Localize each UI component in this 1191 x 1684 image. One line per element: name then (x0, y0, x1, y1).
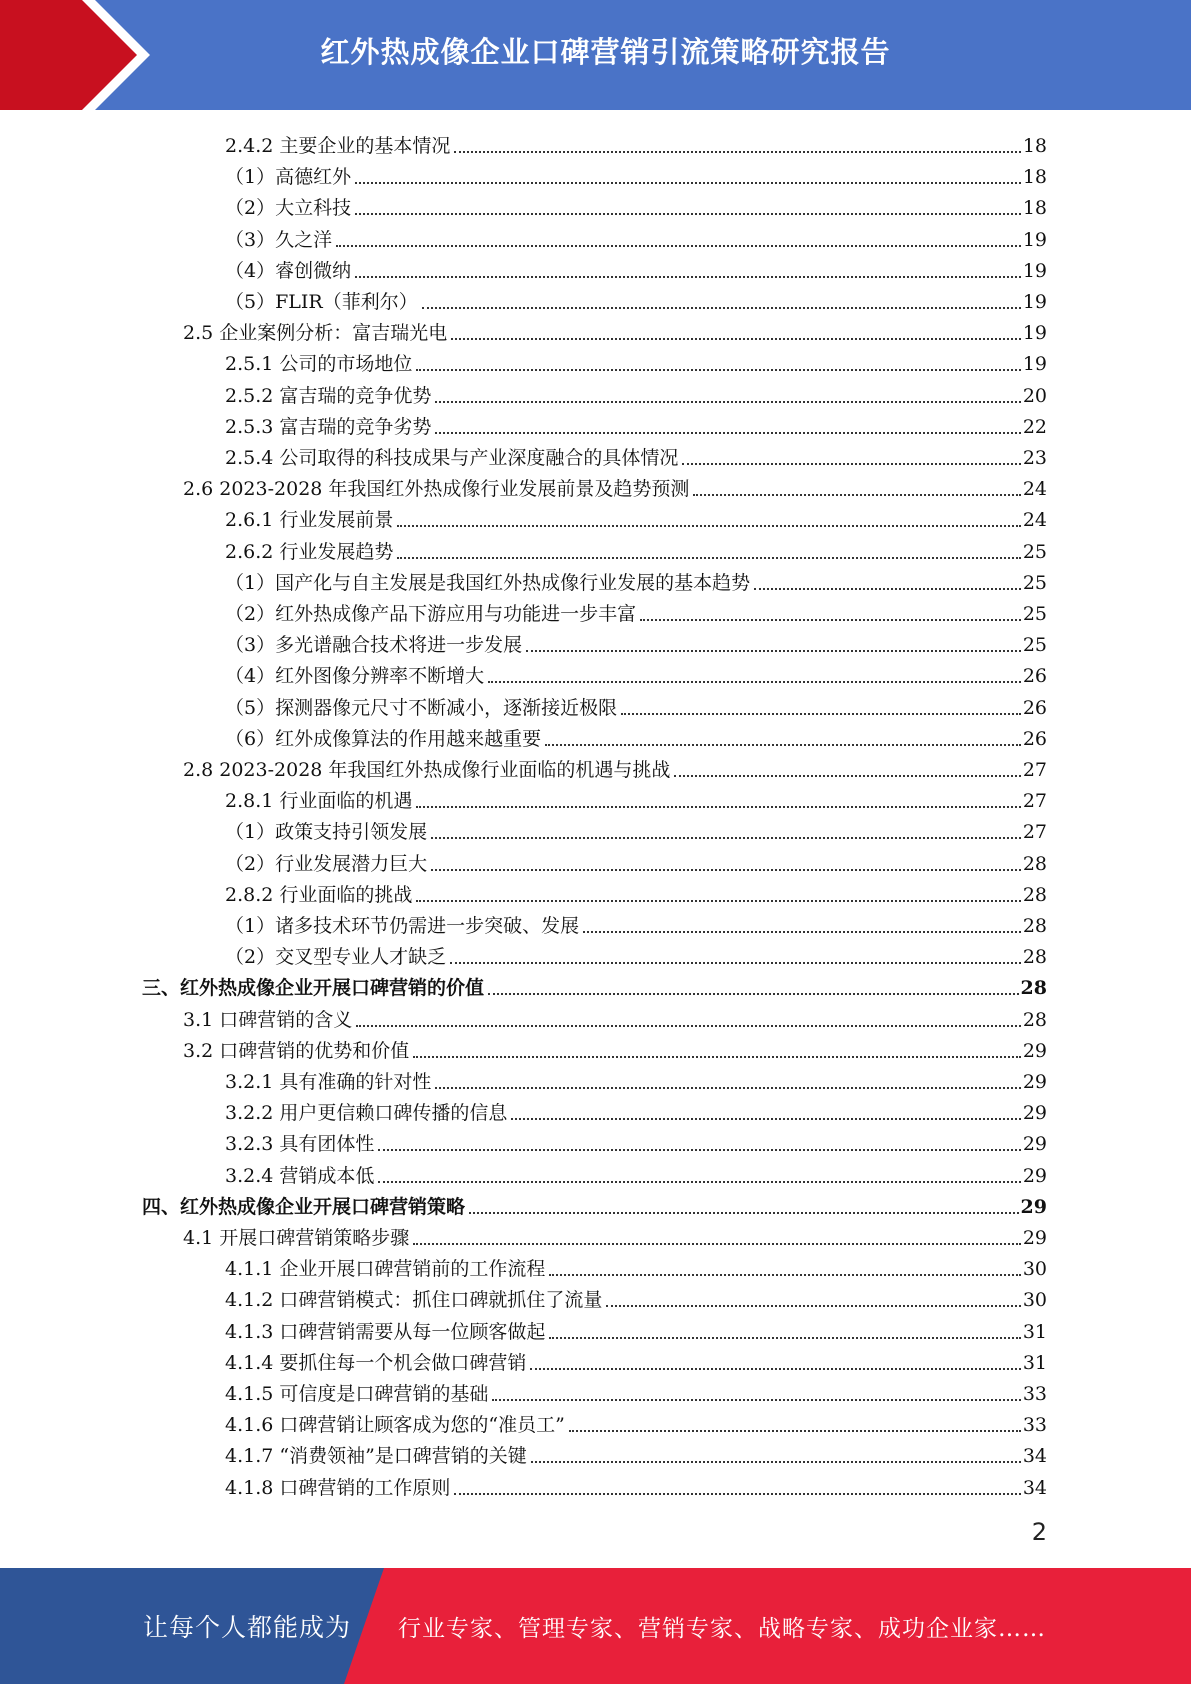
toc-entry[interactable] (225, 1157, 1047, 1188)
toc-entry[interactable] (225, 876, 1047, 907)
toc-entry[interactable] (225, 283, 1047, 314)
toc-entry[interactable] (225, 720, 1047, 751)
toc-entry-page: 28 (1020, 977, 1047, 1000)
toc-leader-dots (754, 588, 1021, 590)
toc-entry[interactable] (225, 439, 1047, 470)
toc-entry-label: （4）睿创微纳 (225, 259, 352, 282)
toc-leader-dots (454, 1493, 1020, 1495)
toc-entry[interactable] (225, 1313, 1047, 1344)
toc-entry-label: 2.6.1 行业发展前景 (225, 509, 394, 532)
toc-entry-page: 19 (1022, 228, 1047, 251)
toc-leader-dots (356, 1025, 1021, 1027)
toc-entry-page: 23 (1022, 447, 1047, 469)
report-title: 红外热成像企业口碑营销引流策略研究报告 (320, 34, 891, 69)
toc-entry[interactable] (183, 751, 1047, 782)
toc-entry[interactable] (225, 1063, 1047, 1094)
toc-entry-page: 19 (1022, 291, 1047, 313)
toc-leader-dots (693, 494, 1020, 496)
toc-entry-label: 3.2.3 具有团体性 (225, 1133, 375, 1156)
toc-entry-page: 18 (1022, 135, 1047, 157)
toc-leader-dots (682, 463, 1020, 465)
toc-entry-page: 29 (1022, 1227, 1047, 1249)
toc-leader-dots (378, 1181, 1020, 1183)
toc-entry-page: 26 (1022, 727, 1047, 750)
toc-entry-label: （2）行业发展潜力巨大 (225, 852, 428, 875)
toc-entry-label: 2.8.2 行业面临的挑战 (225, 883, 413, 906)
toc-entry-page: 19 (1022, 322, 1047, 345)
toc-leader-dots (435, 401, 1020, 403)
toc-entry-page: 33 (1022, 1383, 1047, 1405)
toc-leader-dots (549, 1337, 1020, 1339)
toc-entry-label: （2）大立科技 (225, 197, 352, 220)
toc-entry-label: （5）探测器像元尺寸不断减小，逐渐接近极限 (225, 696, 618, 719)
toc-entry[interactable] (225, 907, 1047, 938)
toc-entry[interactable] (225, 845, 1047, 876)
toc-entry[interactable] (225, 408, 1047, 439)
toc-leader-dots (336, 245, 1021, 247)
toc-entry[interactable] (225, 1125, 1047, 1156)
toc-entry-page: 33 (1022, 1414, 1047, 1437)
toc-entry[interactable] (225, 1344, 1047, 1375)
toc-entry-label: （1）高德红外 (225, 166, 352, 189)
toc-entry-page: 26 (1022, 696, 1047, 719)
toc-entry-label: 4.1.1 企业开展口碑营销前的工作流程 (225, 1258, 546, 1281)
toc-entry[interactable] (225, 252, 1047, 283)
toc-entry[interactable] (142, 969, 1047, 1000)
toc-leader-dots (422, 307, 1021, 309)
toc-entry-page: 18 (1022, 197, 1047, 220)
toc-entry-label: （5）FLIR（菲利尔） (225, 291, 418, 313)
toc-entry[interactable] (225, 127, 1047, 158)
toc-entry[interactable] (225, 1250, 1047, 1281)
toc-entry-page: 29 (1022, 1102, 1047, 1125)
toc-entry[interactable] (225, 1406, 1047, 1437)
toc-leader-dots (488, 993, 1019, 995)
toc-leader-dots (451, 338, 1021, 340)
toc-entry[interactable] (225, 1094, 1047, 1125)
toc-leader-dots (569, 1430, 1021, 1432)
toc-leader-dots (549, 1274, 1020, 1276)
toc-entry-page: 30 (1022, 1289, 1047, 1312)
toc-entry-label: 2.5.1 公司的市场地位 (225, 353, 413, 376)
toc-entry-page: 28 (1022, 915, 1047, 937)
toc-entry[interactable] (225, 813, 1047, 844)
toc-leader-dots (435, 432, 1020, 434)
page-footer (0, 1568, 1191, 1684)
toc-entry[interactable] (225, 1281, 1047, 1312)
toc-entry[interactable] (225, 626, 1047, 657)
toc-leader-dots (469, 1212, 1019, 1214)
toc-entry-label: （2）红外热成像产品下游应用与功能进一步丰富 (225, 603, 637, 625)
toc-entry-page: 24 (1022, 478, 1047, 501)
toc-leader-dots (416, 806, 1020, 808)
toc-leader-dots (416, 369, 1020, 371)
toc-entry-page: 31 (1022, 1351, 1047, 1374)
toc-entry-page: 22 (1022, 415, 1047, 438)
toc-entry[interactable] (225, 595, 1047, 626)
toc-entry[interactable] (225, 345, 1047, 376)
toc-entry-page: 27 (1022, 790, 1047, 813)
toc-entry[interactable] (225, 1437, 1047, 1468)
toc-entry[interactable] (225, 533, 1047, 564)
toc-entry[interactable] (225, 564, 1047, 595)
toc-leader-dots (397, 557, 1020, 559)
toc-leader-dots (413, 1056, 1021, 1058)
toc-entry-label: 4.1.7 “消费领袖”是口碑营销的关键 (225, 1445, 527, 1468)
toc-leader-dots (621, 713, 1021, 715)
toc-leader-dots (606, 1305, 1020, 1307)
page-header (0, 0, 1191, 110)
toc-entry-page: 29 (1020, 1195, 1047, 1218)
toc-entry-page: 34 (1022, 1476, 1047, 1499)
toc-entry-label: 四、红外热成像企业开展口碑营销策略 (142, 1195, 466, 1218)
toc-entry-label: 2.6 2023-2028 年我国红外热成像行业发展前景及趋势预测 (183, 478, 690, 501)
toc-entry-page: 25 (1022, 571, 1047, 594)
toc-entry-label: 3.2 口碑营销的优势和价值 (183, 1039, 410, 1062)
toc-leader-dots (526, 650, 1021, 652)
toc-entry[interactable] (183, 1001, 1047, 1032)
toc-entry-page: 30 (1022, 1258, 1047, 1281)
toc-entry-label: （6）红外成像算法的作用越来越重要 (225, 727, 542, 750)
toc-entry-page: 19 (1022, 259, 1047, 282)
toc-entry[interactable] (225, 221, 1047, 252)
toc-entry-page: 28 (1022, 1008, 1047, 1031)
toc-entry-label: 2.5.3 富吉瑞的竞争劣势 (225, 415, 432, 438)
toc-leader-dots (454, 151, 1020, 153)
toc-entry[interactable] (225, 1469, 1047, 1500)
toc-leader-dots (355, 213, 1021, 215)
page-number: 2 (1031, 1518, 1047, 1546)
toc-entry-label: 4.1.8 口碑营销的工作原则 (225, 1476, 451, 1499)
toc-entry-page: 34 (1022, 1445, 1047, 1468)
toc-entry-page: 27 (1022, 759, 1047, 781)
toc-entry-label: （4）红外图像分辨率不断增大 (225, 665, 485, 688)
toc-leader-dots (450, 962, 1021, 964)
toc-entry[interactable] (225, 377, 1047, 408)
toc-leader-dots (545, 744, 1021, 746)
toc-entry-page: 19 (1022, 353, 1047, 376)
toc-entry[interactable] (225, 938, 1047, 969)
toc-entry-label: 3.2.1 具有准确的针对性 (225, 1071, 432, 1093)
toc-entry-label: 2.8.1 行业面临的机遇 (225, 790, 413, 813)
toc-entry[interactable] (183, 1032, 1047, 1063)
toc-entry-label: 3.1 口碑营销的含义 (183, 1008, 353, 1031)
toc-entry[interactable] (225, 501, 1047, 532)
toc-entry-page: 26 (1022, 665, 1047, 688)
toc-leader-dots (431, 869, 1021, 871)
toc-entry-page: 25 (1022, 634, 1047, 657)
toc-entry[interactable] (225, 189, 1047, 220)
footer-slogan-left: 让每个人都能成为 (143, 1613, 352, 1642)
toc-leader-dots (435, 1087, 1020, 1089)
toc-entry-page: 29 (1022, 1133, 1047, 1156)
toc-entry[interactable] (142, 1188, 1047, 1219)
toc-entry-label: 2.6.2 行业发展趋势 (225, 540, 394, 563)
toc-entry-label: （3）多光谱融合技术将进一步发展 (225, 634, 523, 657)
toc-entry-label: 2.5.2 富吉瑞的竞争优势 (225, 384, 432, 407)
toc-entry-page: 27 (1022, 821, 1047, 844)
toc-entry[interactable] (225, 689, 1047, 720)
toc-leader-dots (583, 931, 1021, 933)
toc-leader-dots (355, 182, 1021, 184)
toc-entry-page: 28 (1022, 883, 1047, 906)
toc-entry-label: 4.1.4 要抓住每一个机会做口碑营销 (225, 1351, 527, 1374)
toc-leader-dots (492, 1399, 1020, 1401)
toc-leader-dots (530, 1368, 1020, 1370)
toc-leader-dots (378, 1149, 1020, 1151)
toc-entry-label: 三、红外热成像企业开展口碑营销的价值 (142, 977, 485, 1000)
toc-entry-label: （1）政策支持引领发展 (225, 821, 428, 844)
toc-entry-label: 4.1 开展口碑营销策略步骤 (183, 1227, 410, 1249)
toc-entry-label: （1）国产化与自主发展是我国红外热成像行业发展的基本趋势 (225, 571, 751, 594)
toc-leader-dots (674, 775, 1020, 777)
toc-entry-label: 3.2.2 用户更信赖口碑传播的信息 (225, 1102, 508, 1125)
toc-entry-label: 2.5.4 公司取得的科技成果与产业深度融合的具体情况 (225, 447, 679, 469)
toc-leader-dots (355, 276, 1021, 278)
toc-entry[interactable] (225, 782, 1047, 813)
toc-leader-dots (397, 525, 1020, 527)
toc-entry-page: 25 (1022, 540, 1047, 563)
toc-leader-dots (413, 1243, 1021, 1245)
toc-entry-page: 20 (1022, 384, 1047, 407)
footer-slogan-right: 行业专家、管理专家、营销专家、战略专家、成功企业家…… (398, 1615, 1046, 1642)
toc-entry-page: 29 (1022, 1164, 1047, 1187)
toc-entry-page: 28 (1022, 946, 1047, 969)
toc-entry-label: 4.1.3 口碑营销需要从每一位顾客做起 (225, 1320, 546, 1343)
toc-entry-label: 3.2.4 营销成本低 (225, 1164, 375, 1187)
toc-entry-page: 25 (1022, 603, 1047, 625)
toc-leader-dots (488, 681, 1021, 683)
toc-entry[interactable] (225, 657, 1047, 688)
toc-entry-label: （3）久之洋 (225, 228, 333, 251)
toc-entry[interactable] (225, 1375, 1047, 1406)
toc-entry-label: 2.5 企业案例分析：富吉瑞光电 (183, 322, 448, 345)
toc-leader-dots (416, 900, 1020, 902)
toc-leader-dots (431, 837, 1021, 839)
toc-leader-dots (640, 619, 1021, 621)
toc-entry-label: （2）交叉型专业人才缺乏 (225, 946, 447, 969)
toc-entry-page: 24 (1022, 509, 1047, 532)
toc-entry-page: 29 (1022, 1039, 1047, 1062)
toc-entry-page: 29 (1022, 1071, 1047, 1093)
toc-leader-dots (511, 1118, 1020, 1120)
toc-entry-page: 18 (1022, 166, 1047, 189)
toc-entry-page: 31 (1022, 1320, 1047, 1343)
toc-entry-label: 2.4.2 主要企业的基本情况 (225, 135, 451, 157)
toc-entry-page: 28 (1022, 852, 1047, 875)
toc-entry[interactable] (183, 314, 1047, 345)
toc-entry-label: 4.1.6 口碑营销让顾客成为您的“准员工” (225, 1414, 565, 1437)
toc-entry-label: 4.1.2 口碑营销模式：抓住口碑就抓住了流量 (225, 1289, 603, 1312)
toc-entry[interactable] (225, 158, 1047, 189)
toc-entry[interactable] (183, 470, 1047, 501)
toc-leader-dots (531, 1461, 1021, 1463)
toc-entry-label: （1）诸多技术环节仍需进一步突破、发展 (225, 915, 580, 937)
toc-entry-label: 2.8 2023-2028 年我国红外热成像行业面临的机遇与挑战 (183, 759, 671, 781)
toc-entry[interactable] (183, 1219, 1047, 1250)
toc-entry-label: 4.1.5 可信度是口碑营销的基础 (225, 1383, 489, 1405)
